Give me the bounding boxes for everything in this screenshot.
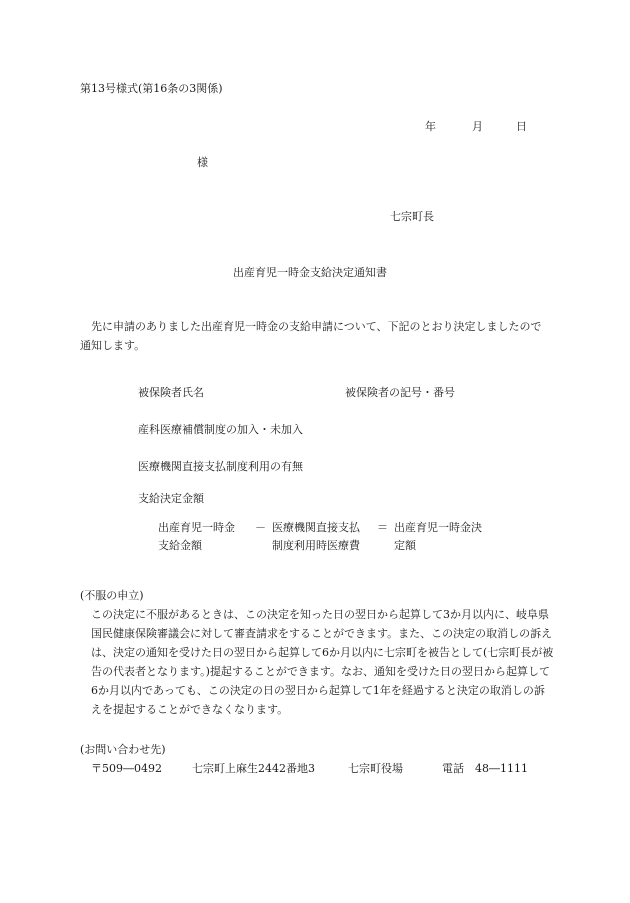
field-obstetric-compensation: 産科医療補償制度の加入・未加入	[138, 423, 303, 436]
formula-term1-line2: 支給金額	[158, 539, 202, 552]
contact-phone-label: 電話	[442, 762, 464, 775]
formula-term2-line1: 医療機関直接支払	[272, 521, 360, 534]
contact-office: 七宗町役場	[348, 762, 403, 775]
field-direct-payment: 医療機関直接支払制度利用の有無	[138, 460, 303, 473]
date-month: 月	[472, 120, 483, 133]
formula-term3-line1: 出産育児一時金決	[394, 521, 482, 534]
date-year: 年	[425, 120, 436, 133]
field-decision-amount: 支給決定金額	[138, 492, 204, 505]
field-insured-code: 被保険者の記号・番号	[345, 386, 455, 399]
contact-postal: 〒509―0492	[91, 762, 162, 775]
formula-term1-line1: 出産育児一時金	[158, 521, 235, 534]
contact-address: 七宗町上麻生2442番地3	[192, 762, 315, 775]
field-insured-name: 被保険者氏名	[138, 386, 204, 399]
appeal-heading: (不服の申立)	[80, 589, 144, 602]
contact-heading: (お問い合わせ先)	[80, 743, 166, 756]
sender-name: 七宗町長	[390, 210, 434, 223]
addressee-suffix: 様	[197, 156, 208, 169]
date-day: 日	[516, 120, 527, 133]
appeal-body: この決定に不服があるときは、この決定を知った日の翌日から起算して3か月以内に、岐阜県国民健康保険審議会に対して審査請求をすることができます。また、この決定の取消しの訴えは、決定の通知を受けた日の翌日から起算して6か月以内に七宗町を被告として(七宗町長が被告の代表者となります。)提起することができます。なお、通知を受けた日の翌日から起算して6か月以内であっても、この決定の日の翌日から起算して1年を経過すると決定の取消しの訴えを提起することができなくなります。	[91, 608, 554, 716]
intro-paragraph: 先に申請のありました出産育児一時金の支給申請について、下記のとおり決定しましたので通知します。	[80, 320, 542, 352]
formula-minus: －	[255, 521, 266, 534]
document-title: 出産育児一時金支給決定通知書	[233, 266, 387, 279]
contact-phone: 48―1111	[475, 762, 528, 775]
formula-term3-line2: 定額	[394, 539, 416, 552]
form-number: 第13号様式(第16条の3関係)	[80, 82, 223, 95]
formula-equals: ＝	[377, 521, 388, 534]
formula-term2-line2: 制度利用時医療費	[272, 539, 360, 552]
